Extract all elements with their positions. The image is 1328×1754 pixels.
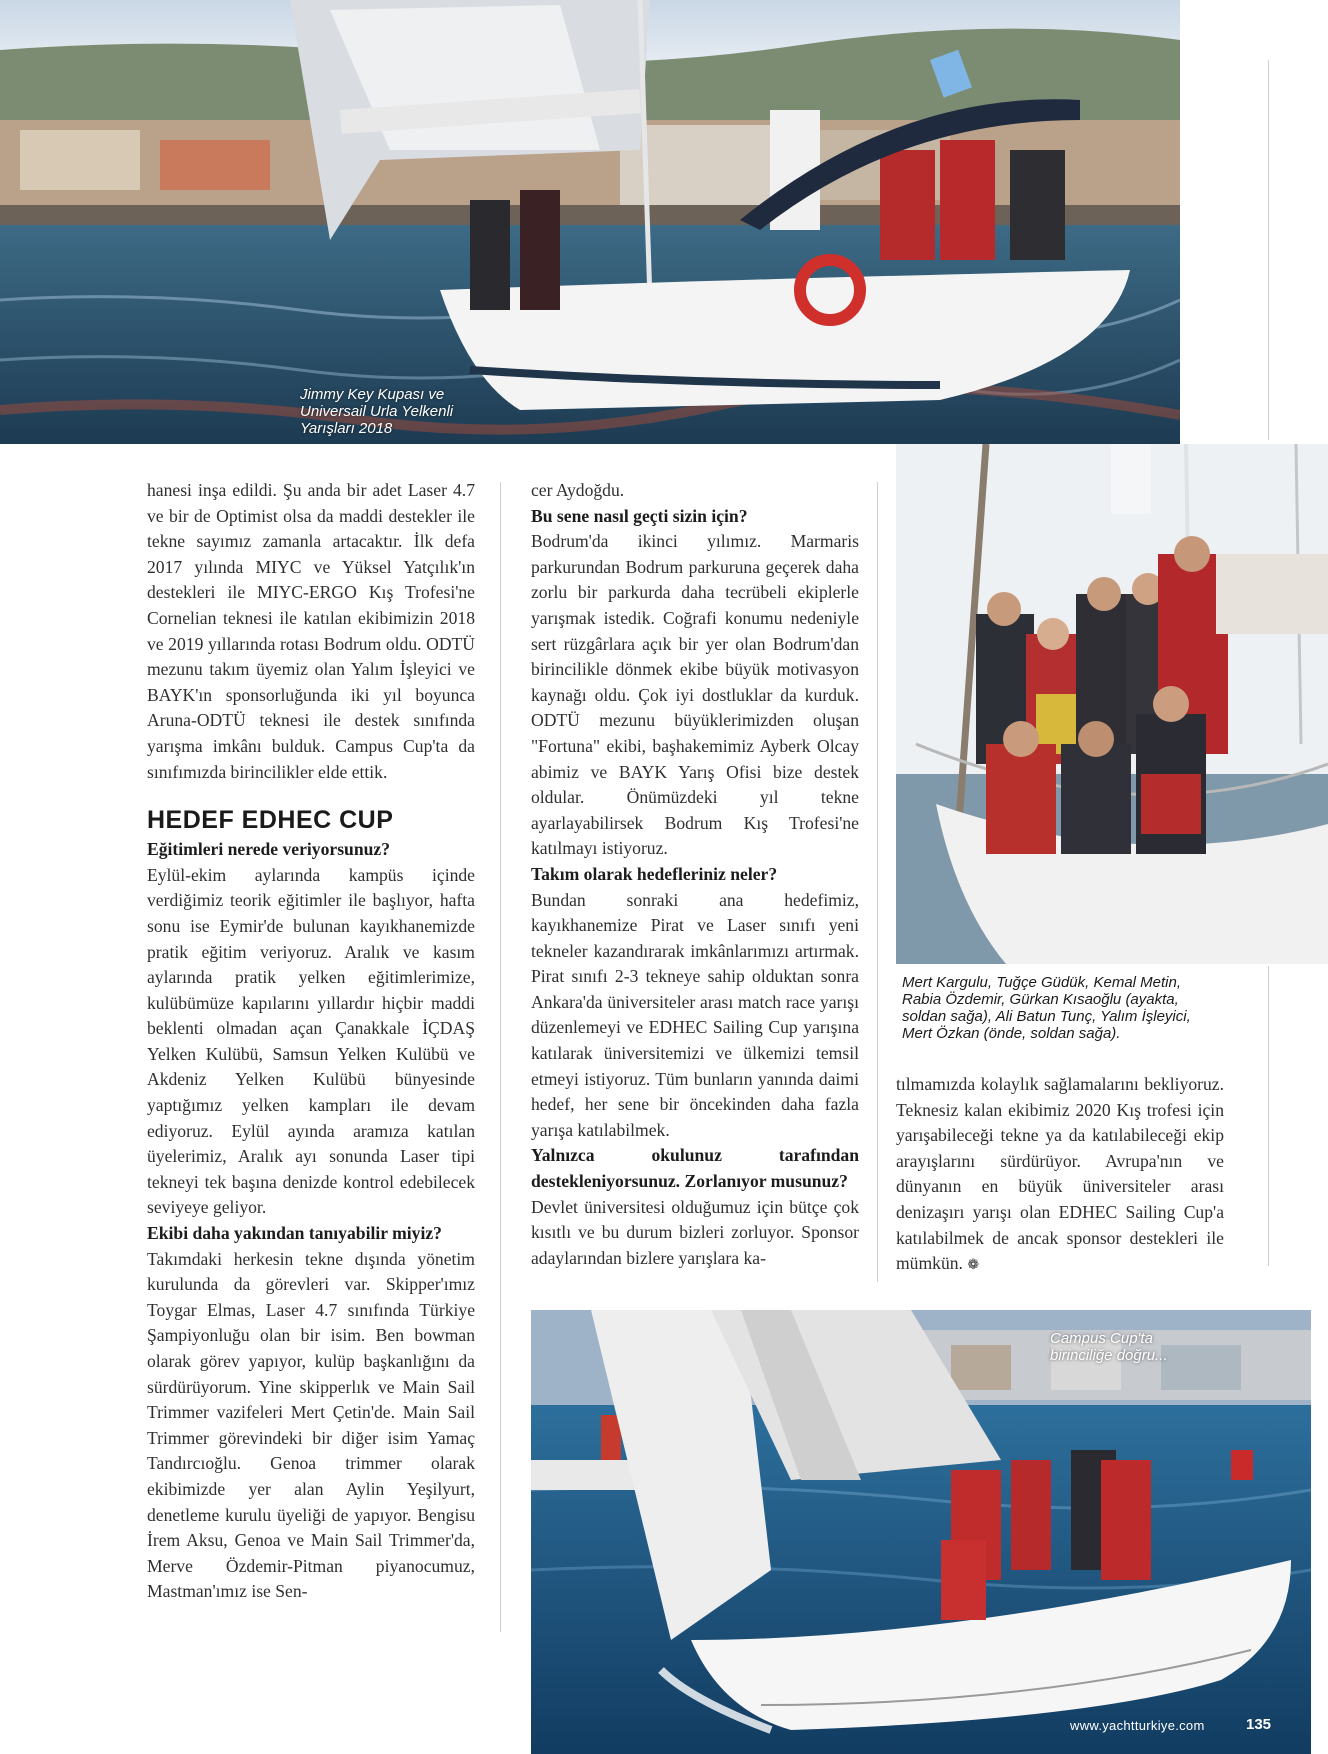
interview-answer: Bodrum'da ikinci yılımız. Marmaris parkurundan Bodrum parkuruna geçerek daha zorlu bir parkurda daha tecrübeli ekiplerle yarışmak istedik. Coğrafi konumu nedeniyle sert rüzgârlara açık bir yer olan Bodrum'dan birincilikle dönmek ekibe büyük motivasyon kaynağı oldu. Çok iyi dostluklar da kurduk. ODTÜ mezunu büyüklerimizden oluşan "Fortuna" ekibi, başhakemimiz Ayberk Olcay abimiz ve BAYK Yarış Ofisi bize destek oldular. Önümüzdeki yıl tekne ayarlayabilirsek Bodrum Kış Trofesi'ne katılmayı istiyoruz. <box>531 531 859 859</box>
team-photo-caption: Mert Kargulu, Tuğçe Güdük, Kemal Metin, Rabia Özdemir, Gürkan Kısaoğlu (ayakta, soldan sağa), Ali Batun Tunç, Yalım İşleyici, Mert Özkan (önde, soldan sağa). <box>902 974 1191 1042</box>
right-margin-rule <box>1268 60 1269 440</box>
article-column-3 <box>896 1072 1224 1279</box>
interview-answer: Bundan sonraki ana hedefimiz, kayıkhanemize Pirat ve Laser sınıfı yeni tekneler kazandırarak imkânlarımızı artırmak. Pirat sınıfı 2-3 tekneye sahip olduktan sonra Ankara'da üniversiteler arası match race yarışı düzenlemeyi ve EDHEC Sailing Cup yarışına katılarak üniversitemizi ve ülkemizi temsil etmeyi istiyoruz. Tüm bunların yanında daimi hedef, her sene bir öncekinden daha fazla yarışa katılabilmek. <box>531 889 859 1140</box>
interview-answer: Devlet üniversitesi olduğumuz için bütçe çok kısıtlı ve bu durum bizleri zorluyor. Sponsor adaylarından bizlere yarışlara ka- <box>531 1196 859 1268</box>
page-number: 135 <box>1246 1716 1272 1733</box>
top-photo <box>0 0 1180 444</box>
column-divider-1 <box>500 482 501 1632</box>
end-of-article-icon: ❁ <box>967 1257 980 1274</box>
interview-answer: Takımdaki herkesin tekne dışında yönetim kurulunda da görevleri var. Skipper'ımız Toygar Elmas, Laser 4.7 sınıfında Türkiye Şampiyonluğu olan bir isim. Ben bowman olarak görev yapıyor, kulüp başkanlığını da sürdürüyorum. Yine skipperlık ve Main Sail Trimmer vazifeleri Mert Çetin'de. Main Sail Trimmer görevindeki bir diğer isim Yamaç Tandırcıoğlu. Genoa trimmer olarak ekibimizde yer alan Aylin Yeşilyurt, denetleme kurulu üyeliği de yapıyor. Bengisu İrem Aksu, Genoa ve Main Sail Trimmer'da, Merve Özdemir-Pitman piyanocumuz, Mastman'ımız ise Sen- <box>147 1248 475 1602</box>
interview-answer: tılmamızda kolaylık sağlamalarını bekliyoruz. Teknesiz kalan ekibimiz 2020 Kış trofesi için yarışabileceği tekne ya da katılabileceği ekip arayışlarını sürdürüyor. Avrupa'nın ve dünyanın en büyük üniversiteler arası denizaşırı yarışı olan EDHEC Sailing Cup'a katılabilmek de ancak sponsor destekleri ile mümkün. <box>896 1074 1224 1274</box>
column-divider-2 <box>877 482 878 1282</box>
top-photo-caption: Jimmy Key Kupası ve Universail Urla Yelkenli Yarışları 2018 <box>300 386 454 437</box>
article-column-1 <box>147 478 475 1605</box>
column-2-paragraph: cer Aydoğdu. <box>531 480 625 500</box>
interview-question: Bu sene nasıl geçti sizin için? <box>531 505 748 526</box>
team-photo-icon <box>896 444 1328 964</box>
section-heading: HEDEF EDHEC CUP <box>147 806 394 835</box>
interview-question: Takım olarak hedefleriniz neler? <box>531 863 778 884</box>
sailboat-photo-icon <box>0 0 1180 444</box>
interview-answer: Eylül-ekim aylarında kampüs içinde verdiğimiz teorik eğitimler ile başlıyor, hafta sonu ise Eymir'de bulunan kayıkhanemizde pratik eğitim veriyoruz. Aralık ve kasım aylarında pratik yelken eğitimlerimize, kulübümüze kapılarını yıllardır hiçbir maddi beklenti olmadan açan Çanakkale İÇDAŞ Yelken Kulübü, Samsun Yelken Kulübü ve Akdeniz Yelken Kulübü bünyesinde yaptığımız yelken kampları ile devam ediyoruz. Eylül ayında aramıza katılan üyelerimiz, Aralık ayı sonunda Laser tipi tekneyi tek başına denizde kontrol edebilecek seviyeye geliyor. <box>147 864 475 1218</box>
bottom-photo-caption: Campus Cup'ta birinciliğe doğru... <box>1050 1330 1168 1364</box>
interview-question: Yalnızca okulunuz tarafından destekleniyorsunuz. Zorlanıyor musunuz? <box>531 1145 859 1192</box>
right-margin-rule-lower <box>1268 966 1269 1266</box>
article-column-2 <box>531 478 859 1271</box>
team-photo <box>896 444 1328 964</box>
racing-yacht-photo-icon <box>531 1310 1311 1754</box>
interview-question: Ekibi daha yakından tanıyabilir miyiz? <box>147 1223 442 1244</box>
column-1-paragraph: hanesi inşa edildi. Şu anda bir adet Laser 4.7 ve bir de Optimist olsa da maddi destekler ile tekne sayımız zamanla artacaktır. İlk defa 2017 yılında MIYC ve Yüksel Yatçılık'ın destekleri ile MIYC-ERGO Kış Trofesi'ne Cornelian teknesi ile katılan ekibimizin 2018 ve 2019 yıllarında rotası Bodrum oldu. ODTÜ mezunu takım üyemiz olan Yalım İşleyici ve BAYK'ın sponsorluğunda iki yıl boyunca Aruna-ODTÜ teknesi ile destek sınıfında yarışma imkânı bulduk. Campus Cup'ta da sınıfımızda birincilikler elde ettik. <box>147 480 475 782</box>
bottom-photo <box>531 1310 1311 1754</box>
interview-question: Eğitimleri nerede veriyorsunuz? <box>147 839 391 860</box>
footer-website: www.yachtturkiye.com <box>1070 1718 1205 1733</box>
column-3-paragraph <box>896 1072 1224 1279</box>
